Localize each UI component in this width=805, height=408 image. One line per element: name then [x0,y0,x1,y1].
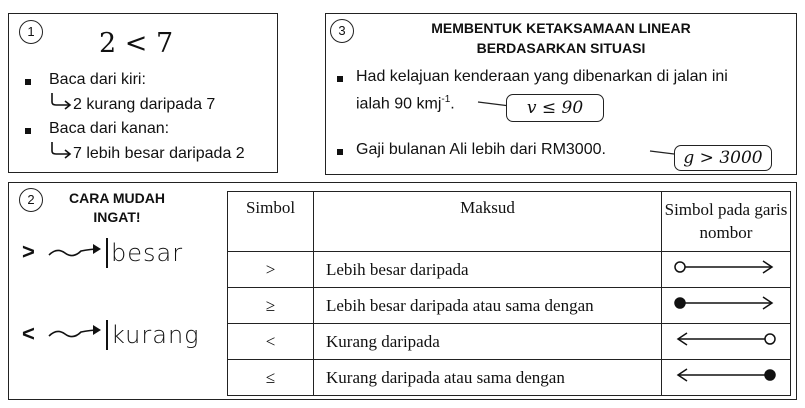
panel-reading-inequality [8,13,278,173]
hand-stroke [106,238,108,268]
row-meaning: Kurang daripada atau sama dengan [314,360,662,396]
mnemonic-word-besar: besar [111,239,184,267]
turn-arrow-icon [49,141,73,159]
row-number-line [662,288,791,324]
row-meaning: Lebih besar daripada atau sama dengan [314,288,662,324]
mnemonic-symbol-less: < [22,321,35,346]
panel-title-line1: MEMBENTUK KETAKSAMAAN LINEAR [431,20,691,36]
row-symbol: ≥ [228,288,314,324]
row-symbol: ≤ [228,360,314,396]
inequality-salary: g > 3000 [674,145,772,171]
table-row [228,252,791,288]
panel-title-line2: BERDASARKAN SITUASI [476,40,646,56]
number-line-icon [672,329,780,349]
situation-speed-line1: Had kelajuan kenderaan yang dibenarkan di jalan ini [356,68,728,85]
reading-right: 7 lebih besar daripada 2 [73,145,245,162]
hand-stroke [106,320,108,350]
table-row [228,288,791,324]
header-meaning: Maksud [314,192,662,252]
header-symbol: Simbol [228,192,314,252]
turn-arrow-icon [49,92,73,110]
table-header-row [228,192,791,252]
mnemonic-symbol-greater: > [22,239,35,264]
tip-title-line2: INGAT! [93,209,141,225]
closed-dot-icon [765,370,775,380]
bullet-icon [25,128,31,134]
bullet-icon [25,79,31,85]
tip-title-line1: CARA MUDAH [69,190,165,206]
row-number-line [662,252,791,288]
panel-symbol-table [8,182,797,400]
number-line-icon [672,365,780,385]
row-number-line [662,324,791,360]
mnemonic-word-kurang: kurang [111,321,200,349]
row-number-line [662,360,791,396]
panel-forming-inequality [325,13,797,175]
inequality-speed: v ≤ 90 [506,94,604,122]
bullet-icon [337,76,343,82]
row-meaning: Lebih besar daripada [314,252,662,288]
open-dot-icon [765,334,775,344]
bullet-icon [337,149,343,155]
reading-left: 2 kurang daripada 7 [73,96,216,113]
table-row [228,324,791,360]
open-dot-icon [675,262,685,272]
header-number-line: Simbol pada garis nombor [662,192,791,252]
panel-number: 2 [19,188,43,212]
bullet-label-left: Baca dari kiri: [49,71,146,88]
wave-arrow-icon [47,241,107,263]
number-line-icon [672,257,780,277]
row-symbol: < [228,324,314,360]
closed-dot-icon [675,298,685,308]
number-line-icon [672,293,780,313]
table-row [228,360,791,396]
symbol-table [227,191,791,396]
bullet-label-right: Baca dari kanan: [49,120,170,137]
row-meaning: Kurang daripada [314,324,662,360]
situation-speed-line2: ialah 90 kmj$^{-1}$. [356,94,455,113]
row-symbol: > [228,252,314,288]
situation-salary: Gaji bulanan Ali lebih dari RM3000. [356,141,606,158]
panel-number: 3 [330,19,354,43]
wave-arrow-icon [47,322,107,344]
example-inequality: 2 < 7 [99,28,174,59]
panel-number: 1 [19,20,43,44]
